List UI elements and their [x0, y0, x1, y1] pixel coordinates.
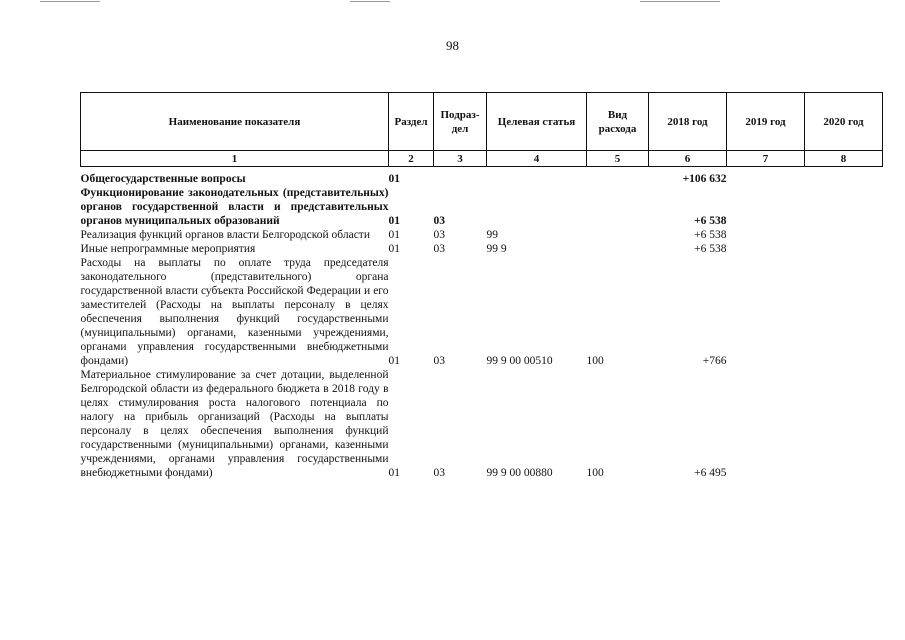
header-name: Наименование показателя	[81, 93, 389, 151]
row-vid	[587, 167, 649, 187]
row-2020	[805, 256, 883, 368]
row-statya: 99 9 00 00510	[486, 355, 553, 367]
row-2018: +6 538	[694, 229, 727, 241]
scan-artifact	[40, 1, 100, 2]
table-row	[81, 368, 883, 480]
column-number: 5	[587, 151, 649, 167]
row-2018: +6 495	[694, 467, 727, 479]
row-2020	[805, 242, 883, 256]
column-number: 2	[389, 151, 434, 167]
row-podrazdel	[434, 167, 487, 187]
row-podrazdel: 03	[433, 243, 445, 255]
column-number: 7	[727, 151, 805, 167]
row-2019	[727, 186, 805, 228]
table-row	[81, 242, 883, 256]
column-number: 4	[487, 151, 587, 167]
column-number-row	[81, 151, 883, 167]
row-razdel: 01	[388, 355, 400, 367]
row-name: Иные непрограммные мероприятия	[80, 243, 256, 255]
column-number: 8	[805, 151, 883, 167]
row-2018: +6 538	[694, 215, 727, 227]
row-podrazdel: 03	[433, 215, 445, 227]
row-razdel: 01	[388, 229, 400, 241]
row-2018: +766	[702, 355, 727, 367]
row-2019	[727, 167, 805, 187]
row-vid: 100	[586, 355, 604, 367]
row-vid: 100	[586, 467, 604, 479]
row-podrazdel: 03	[433, 355, 445, 367]
header-podrazdel: Подраз-дел	[434, 93, 487, 151]
page-number: 98	[446, 38, 459, 53]
row-statya: 99	[486, 229, 498, 241]
row-statya	[487, 167, 587, 187]
header-2020: 2020 год	[805, 93, 883, 151]
header-2018: 2018 год	[649, 93, 727, 151]
row-razdel: 01	[388, 215, 400, 227]
column-number: 3	[434, 151, 487, 167]
row-name: Расходы на выплаты по оплате труда председателя законодательного (представительного) органа государственной власти субъекта Российской Федерации и его заместителей (Расходы на выплаты персоналу в целях обеспечения выполнения функций государственными (муниципальными) органами, казенными учреждениями, органами управления государственными внебюджетными фондами)	[80, 257, 389, 367]
column-number: 1	[81, 151, 389, 167]
row-razdel: 01	[388, 173, 400, 185]
row-vid	[587, 186, 649, 228]
header-razdel: Раздел	[389, 93, 434, 151]
row-2020	[805, 228, 883, 242]
row-podrazdel: 03	[433, 467, 445, 479]
row-2018: +6 538	[694, 243, 727, 255]
row-2019	[727, 242, 805, 256]
row-2020	[805, 167, 883, 187]
row-statya: 99 9	[486, 243, 507, 255]
row-name: Реализация функций органов власти Белгородской области	[80, 229, 370, 241]
header-statya: Целевая статья	[487, 93, 587, 151]
row-vid	[587, 242, 649, 256]
table-row	[81, 186, 883, 228]
column-number: 6	[649, 151, 727, 167]
table-row	[81, 228, 883, 242]
table-row	[81, 256, 883, 368]
row-name: Материальное стимулирование за счет дотации, выделенной Белгородской области из федерального бюджета в 2018 году в целях стимулирования роста налогового потенциала по налогу на прибыль организаций (Расходы на выплаты персоналу в целях обеспечения выполнения функций государственными (муниципальными) органами, казенными учреждениями, органами управления государственными внебюджетными фондами)	[80, 369, 389, 479]
header-vid: Вид расхода	[587, 93, 649, 151]
row-2018: +106 632	[682, 173, 727, 185]
row-vid	[587, 228, 649, 242]
budget-table	[80, 92, 883, 480]
row-razdel: 01	[388, 467, 400, 479]
row-2019	[727, 368, 805, 480]
row-podrazdel: 03	[433, 229, 445, 241]
row-statya: 99 9 00 00880	[486, 467, 553, 479]
table-row	[81, 167, 883, 187]
row-2020	[805, 186, 883, 228]
row-2019	[727, 228, 805, 242]
row-name: Функционирование законодательных (представительных) органов государственной власти и представительных органов муниципальных образований	[80, 187, 389, 227]
row-2020	[805, 368, 883, 480]
scan-artifact	[350, 1, 390, 2]
row-statya	[487, 186, 587, 228]
row-2019	[727, 256, 805, 368]
row-name: Общегосударственные вопросы	[80, 173, 246, 185]
row-razdel: 01	[388, 243, 400, 255]
header-2019: 2019 год	[727, 93, 805, 151]
header-row	[81, 93, 883, 151]
scan-artifact	[640, 1, 720, 2]
